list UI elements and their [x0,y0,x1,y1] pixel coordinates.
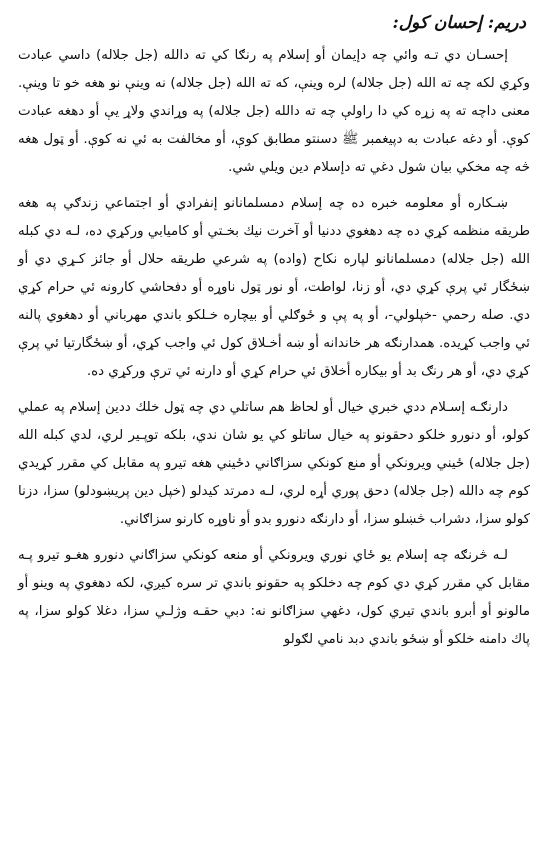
paragraph-punishments: دارنګـه إسـلام ددي خبري خيال أو لحاظ هم ساتلي دي چه ټول خلك ددين إسلام په عملي كولو، أو دنورو خلكو دحقونو په خيال ساتلو كي يو شان ندي، بلكه توپـير لري، لدي كبله الله (جل جلاله) ځيني ويرونكي أو منع كونكي سزاګاني دځيني هغه تيرو په مقابل كي مقرر كړيدي كوم چه دالله (جل جلاله) دحق پوري أړه لري، لـه دمرتد كيدلو (خپل دين پريښودلو) سزا، دزنا كولو سزا، دشراب څښلو سزا، أو دارنګه دنورو بدو أو ناوړه كارنو سزاګاني. [18,400,530,527]
paragraph-rights-of-people: لـه څرنګه چه إسلام يو ځاي نوري ويرونكي أو منعه كونكي سزاګاني دنورو هغـو تيرو پـه مقابل كي مقرر كړي دي كوم چه دخلكو په حقونو باندي تر سره كيږي، لكه دهغوي په وينو أو مالونو أو أبرو باندي تيري كول، دغهي سزاګانو نه: دبي حقـه وژلـي سزا، دغلا كولو سزا، په پاك دامنه خلكو أو ښځو باندي دبد نامي لګولو [18,548,530,647]
paragraph-social-order: ښـكاره أو معلومه خبره ده چه إسلام دمسلمانانو إنفرادي أو اجتماعي زندګي په هغه طريقه منظمه كړي ده چه دهغوي ددنيا أو آخرت نيك بخـتي أو كامیابي وركړي ده، لـه دي كبله الله (جل جلاله) دمسلمانانو لپاره نكاح (واده) په شرعي طريقه حلال أو جائز كـړي دي أو ښځگار ئي پرې كړي دي، أو زنا، لواطت، أو نور ټول ناوړه أو دفحاشي كارونه ئي حرام كړي دي. صله رحمي -خپلولي-، أو په پې و ځوګلي أو بيچاره خـلكو باندي مهرباني أو دهغوي پالنه ئي واجب كړيده. همدارنګه هر خاندانه أو ښه أخـلاق كول ئي واجب كړي، أو ښځگارتيا ئي پرې كړي دي، أو هر رنګ بد أو بيكاره أخلاق ئي حرام كړي أو دارنه ئي ترې وركړي ده. [18,196,530,379]
section-heading: دريم: إحسان کول: [392,13,526,33]
paragraph-ihsan-definition: إحسـان دي تـه وائي چه دإيمان أو إسلام په رنګا كي ته دالله (جل جلاله) داسي عبادت وكړي لكه چه ته الله (جل جلاله) لره وينې، كه ته الله (جل جلاله) نه وينې نو هغه خو تا وينې. معنى داچه ته په زړه كي دا راولې چه ته دالله (جل جلاله) په وړاندي ولاړ يې أو دهغه عبادت كوې. أو دغه عبادت به دپيغمبر ﷺ دسنتو مطابق كوې، أو مخالفت به ئي نه كوې. أو ټول هغه څه چه مخكي بيان شول دغي ته دإسلام دين ويلي شي. [18,48,530,175]
